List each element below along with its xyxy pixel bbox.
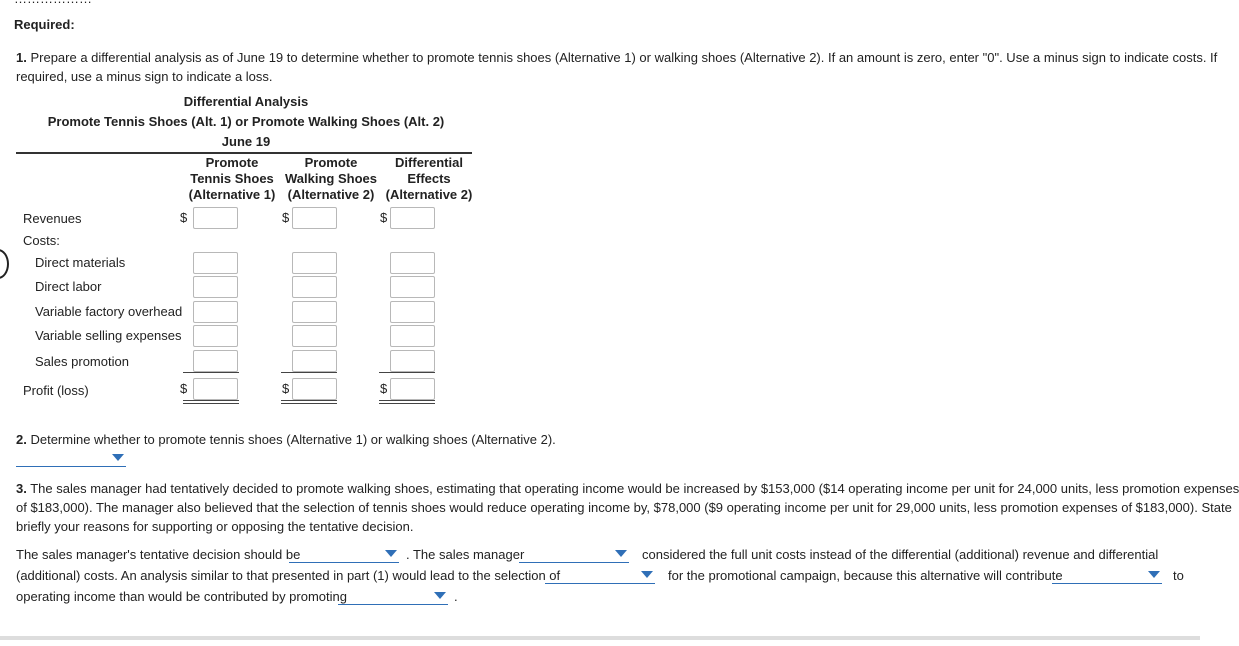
dropdown-arrow-icon [641, 571, 653, 578]
q3-selection-dropdown[interactable] [545, 566, 655, 584]
q3-sentence-part2: . The sales manager [406, 547, 525, 562]
q3-sentence-part3: considered the full unit costs instead of the differential (additional) revenue and differential [642, 547, 1159, 562]
total-double-rule [183, 400, 239, 401]
profit-loss-alt2-input[interactable] [292, 378, 337, 400]
profit-loss-alt1-input[interactable] [193, 378, 238, 400]
analysis-date: June 19 [221, 134, 271, 149]
currency-symbol: $ [282, 381, 290, 396]
q1-number: 1. [16, 50, 27, 65]
q3-promoting-dropdown[interactable] [338, 587, 448, 605]
col3-line1: Differential [395, 155, 463, 170]
subtotal-rule [379, 372, 435, 373]
col-header-alt1 [176, 155, 288, 203]
direct-materials-differential-input[interactable] [390, 252, 435, 274]
col2-line1: Promote [304, 155, 358, 170]
col2-line3: (Alternative 2) [287, 187, 375, 202]
currency-symbol: $ [180, 210, 188, 225]
sales-promotion-alt1-input[interactable] [193, 350, 238, 372]
subtotal-rule [281, 372, 337, 373]
variable-factory-overhead-alt2-input[interactable] [292, 301, 337, 323]
total-double-rule [183, 403, 239, 404]
q2-text: Determine whether to promote tennis shoes (Alternative 1) or walking shoes (Alternative 2). [30, 432, 556, 447]
direct-materials-alt1-input[interactable] [193, 252, 238, 274]
variable-selling-expenses-alt2-input[interactable] [292, 325, 337, 347]
revenues-differential-input[interactable] [390, 207, 435, 229]
direct-materials-alt2-input[interactable] [292, 252, 337, 274]
page-bottom-divider [0, 636, 1200, 640]
row-label-revenues: Revenues [23, 211, 82, 226]
col1-line3: (Alternative 1) [188, 187, 276, 202]
q3-decision-dropdown[interactable] [289, 545, 399, 563]
q3-text-line2: of $183,000). The manager also believed that the selection of tennis shoes would reduce operating income by, $78,000 ($9 operating income per unit for 29,000 units, less promotion expenses of $183,000). State [16, 500, 1232, 515]
revenues-alt2-input[interactable] [292, 207, 337, 229]
total-double-rule [379, 403, 435, 404]
sales-promotion-differential-input[interactable] [390, 350, 435, 372]
currency-symbol: $ [180, 381, 188, 396]
q3-text-line1: The sales manager had tentatively decided to promote walking shoes, estimating that operating income would be increased by $153,000 ($14 operating income per unit for 24,000 units, less promotion expenses [30, 481, 1239, 496]
analysis-title: Differential Analysis [183, 94, 309, 109]
profit-loss-differential-input[interactable] [390, 378, 435, 400]
currency-symbol: $ [380, 210, 388, 225]
col1-line1: Promote [205, 155, 259, 170]
q1-instructions [16, 48, 1217, 67]
q3-sentence-part4: (additional) costs. An analysis similar to that presented in part (1) would lead to the selection of [16, 568, 561, 583]
q3-text-line3: briefly your reasons for supporting or opposing the tentative decision. [16, 519, 414, 534]
dropdown-arrow-icon [615, 550, 627, 557]
row-label-sales-promotion: Sales promotion [35, 354, 129, 369]
col-header-alt2 [276, 155, 386, 203]
col1-line2: Tennis Shoes [190, 171, 274, 186]
header-divider [16, 152, 472, 154]
variable-selling-expenses-differential-input[interactable] [390, 325, 435, 347]
row-label-variable-factory-overhead: Variable factory overhead [35, 304, 183, 319]
analysis-subtitle: Promote Tennis Shoes (Alt. 1) or Promote Walking Shoes (Alt. 2) [47, 114, 445, 129]
q3-text-line1-wrap [16, 479, 1239, 498]
dropdown-arrow-icon [1148, 571, 1160, 578]
variable-factory-overhead-differential-input[interactable] [390, 301, 435, 323]
currency-symbol: $ [282, 210, 290, 225]
focus-ring-edge [0, 249, 9, 279]
col3-line3: (Alternative 2) [385, 187, 473, 202]
subtotal-rule [183, 372, 239, 373]
q2-number: 2. [16, 432, 27, 447]
dropdown-arrow-icon [385, 550, 397, 557]
q2-instructions [16, 430, 556, 449]
col-header-differential [372, 155, 486, 203]
row-label-variable-selling-expenses: Variable selling expenses [35, 328, 182, 343]
direct-labor-alt2-input[interactable] [292, 276, 337, 298]
q3-manager-dropdown[interactable] [519, 545, 629, 563]
q3-sentence-part1: The sales manager's tentative decision should be [16, 547, 301, 562]
q2-decision-dropdown[interactable] [16, 449, 126, 467]
row-label-direct-materials: Direct materials [35, 255, 126, 270]
revenues-alt1-input[interactable] [193, 207, 238, 229]
col3-line2: Effects [407, 171, 451, 186]
q3-number: 3. [16, 481, 27, 496]
row-label-costs: Costs: [23, 233, 60, 248]
q1-text-line2: required, use a minus sign to indicate a loss. [16, 69, 273, 84]
truncated-top-text [0, 0, 1200, 4]
row-label-direct-labor: Direct labor [35, 279, 102, 294]
currency-symbol: $ [380, 381, 388, 396]
required-label: Required: [14, 17, 75, 32]
direct-labor-alt1-input[interactable] [193, 276, 238, 298]
dropdown-arrow-icon [434, 592, 446, 599]
direct-labor-differential-input[interactable] [390, 276, 435, 298]
total-double-rule [281, 403, 337, 404]
row-label-profit-loss: Profit (loss) [23, 383, 89, 398]
variable-selling-expenses-alt1-input[interactable] [193, 325, 238, 347]
sales-promotion-alt2-input[interactable] [292, 350, 337, 372]
q1-text-line1: Prepare a differential analysis as of June 19 to determine whether to promote tennis shoes (Alternative 1) or walking shoes (Alternative 2). If an amount is zero, enter "0". Use a minus sign to indicate costs. If [30, 50, 1218, 65]
q3-sentence-part7: operating income than would be contributed by promoting [16, 589, 347, 604]
total-double-rule [281, 400, 337, 401]
q3-sentence-part5: for the promotional campaign, because this alternative will contribute [668, 568, 1063, 583]
dropdown-arrow-icon [112, 454, 124, 461]
variable-factory-overhead-alt1-input[interactable] [193, 301, 238, 323]
col2-line2: Walking Shoes [285, 171, 377, 186]
q3-contribute-dropdown[interactable] [1052, 566, 1162, 584]
q3-sentence-period: . [454, 589, 458, 604]
total-double-rule [379, 400, 435, 401]
q3-sentence-part6: to [1173, 568, 1184, 583]
